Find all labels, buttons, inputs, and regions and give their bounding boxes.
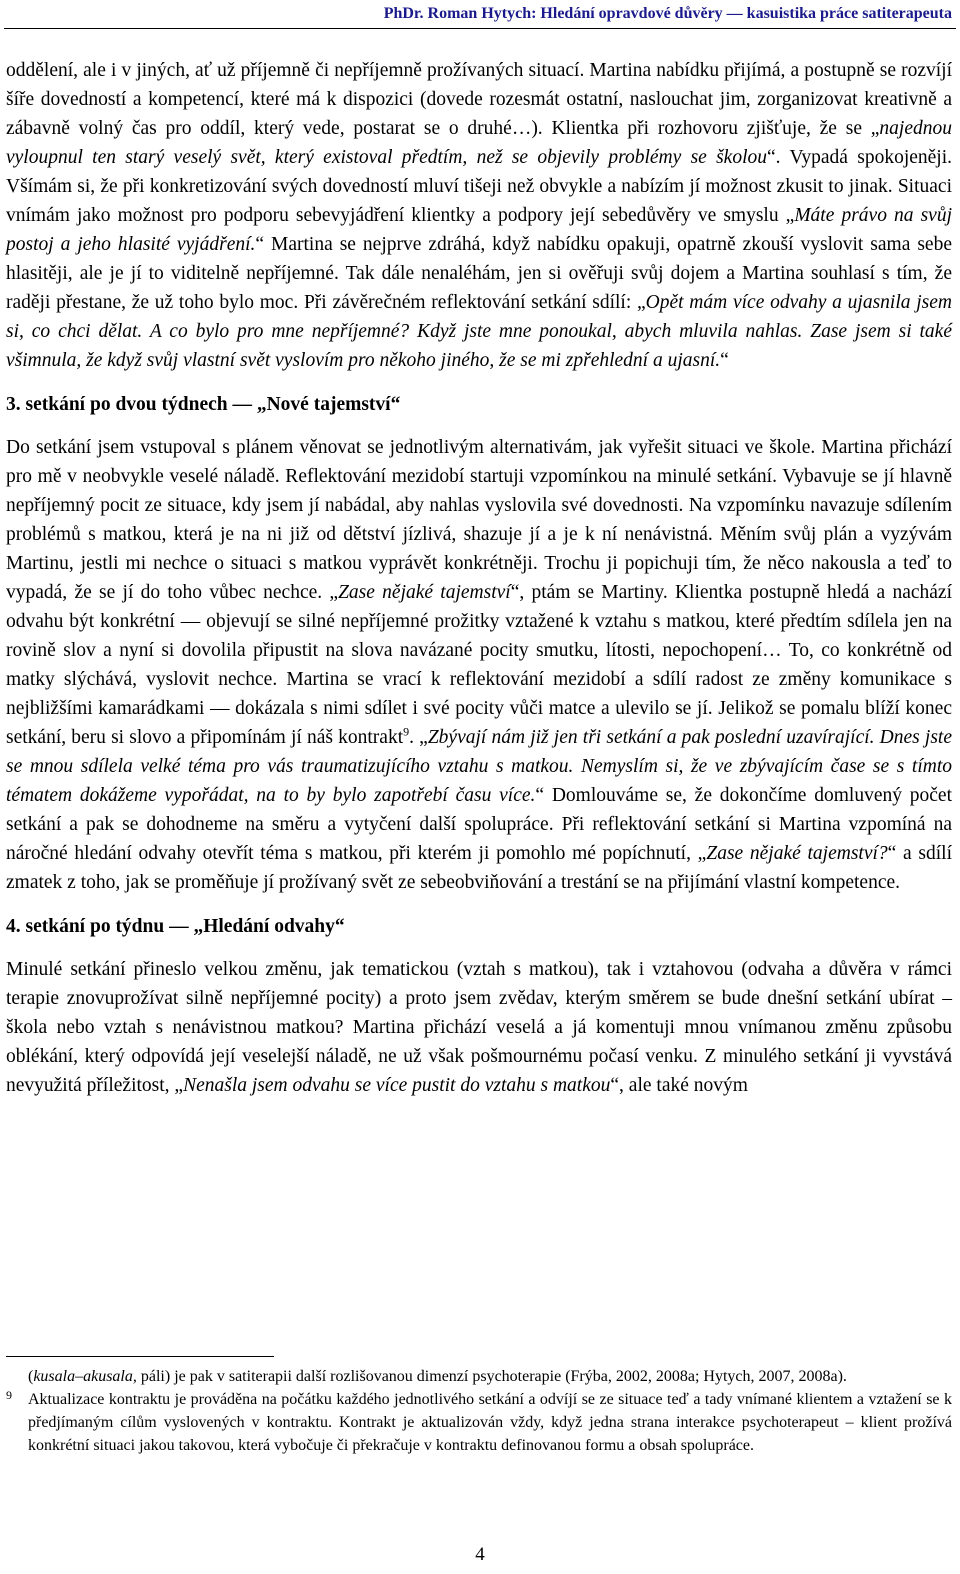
footnote-9	[6, 1388, 952, 1457]
quote-run: Zbývají nám již jen tři setkání a pak poslední uzavírající. Dnes jste se mnou sdílela velké téma pro vás traumatizujícího vztahu s matkou. Nemyslím si, že ve zbývajícím čase se s tímto tématem dokážeme vypořádat, na to by bylo zapotřebí času více.	[6, 727, 953, 806]
header-rule	[4, 28, 956, 29]
paragraph-session2-continued	[6, 56, 952, 375]
footnote-rule	[6, 1356, 274, 1357]
paragraph-session4	[6, 955, 952, 1100]
text-run: “ Martina se nejprve zdráhá, když nabídku opakuji, opatrně zkouší vyslovit sama sebe hlasitěji, ale je jí to viditelně nepříjemné. Tak dále nenaléhám, jen si ověřuji svůj dojem a Martina souhlasí s tím, že raději přestane, že už toho bylo moc. Při závěrečném reflektování setkání sdílí: „	[6, 234, 952, 313]
text-run: , páli) je pak v satiterapii další rozlišovanou dimenzí psychoterapie (Frýba, 2002, 2008a; Hytych, 2007, 2008a).	[132, 1368, 847, 1385]
text-run: “, ale také novým	[610, 1075, 748, 1096]
quote-run: Zase nějaké tajemství?	[706, 843, 888, 864]
footnote-number: 9	[6, 1388, 12, 1402]
footnote-continued	[28, 1365, 952, 1388]
text-run: oddělení, ale i v jiných, ať už příjemně či nepříjemně prožívaných situací. Martina nabídku přijímá, a postupně se rozvíjí šíře dovedností a kompetencí, které má k dispozici (dovede rozesmát ostatní, naslouchat jim, zorganizovat kreativně a zábavně volný čas pro oddíl, který vede, postarat se o druhé…). Klientka při rozhovoru zjišťuje, že se „	[6, 60, 952, 139]
text-run: “, ptám se Martiny. Klientka postupně hledá a nachází odvahu být konkrétní — objevují se silné nepříjemné prožitky vztažené k vztahu s matkou, které předtím sdílela jen na rovině slov a nyní si dovolila připustit na slova navázané pocity smutku, lítosti, nepochopení… To, co konkrétně od matky slýchává, vyslovit nechce. Martina se vrací k reflektování mezidobí a sdílí radost ze změny komunikace s nejbližšími kamarádkami — dokázala s nimi sdílet i své pocity vůči matce a ulevilo se jí. Jelikož se pomalu blíží konec setkání, beru si slovo a připomínám jí náš kontrakt	[6, 582, 952, 748]
text-run: “. Vypadá spokojeněji. Všímám si, že při konkretizování svých dovedností mluví tišeji než obvykle a nabízím jí možnost zkusit to jinak. Situaci vnímám jako možnost pro podporu sebevyjádření klientky a podpory její sebedůvěry ve smyslu „	[6, 147, 953, 226]
text-run: . „	[409, 727, 428, 748]
section-heading-session3: 3. setkání po dvou týdnech — „Nové tajemství“	[6, 394, 401, 415]
text-run: “ a sdílí zmatek z toho, jak se proměňuje jí prožívaný svět ze sebeobviňování a trestání se na přijímání vlastní kompetence.	[6, 843, 952, 893]
paragraph-session3	[6, 433, 952, 897]
term-run: kusala–akusala	[33, 1368, 133, 1385]
footnote-reference[interactable]: 9	[403, 724, 410, 739]
footnotes	[6, 1356, 952, 1457]
quote-run: Nenašla jsem odvahu se více pustit do vztahu s matkou	[183, 1075, 611, 1096]
text-run: (	[28, 1368, 34, 1385]
quote-run: Opět mám více odvahy a ujasnila jsem si, co chci dělat. A co bylo pro mne nepříjemné? Když jste mne ponoukal, abych mluvila nahlas. Zase jsem si také všimnula, že když svůj vlastní svět vyslovím pro někoho jiného, že se mi zpřehlední a ujasní.	[6, 292, 952, 371]
text-run: “	[720, 350, 729, 371]
running-header: PhDr. Roman Hytych: Hledání opravdové důvěry — kasuistika práce satiterapeuta	[383, 5, 952, 22]
text-run: Do setkání jsem vstupoval s plánem věnovat se jednotlivým alternativám, jak vyřešit situaci ve škole. Martina přichází pro mě v neobvykle veselé náladě. Reflektování mezidobí startuji vzpomínkou na minulé setkání. Vybavuje se jí hlavně nepříjemný pocit ze situace, kdy jsem jí nabádal, aby nahlas vyslovila své dovednosti. Na vzpomínku navazuje sdílením problémů s matkou, která je na ni již od dětství jízlivá, shazuje jí a je k ní nenávistná. Měním svůj plán a vyzývám Martinu, jestli mi nechce o situaci s matkou vyprávět konkrétněji. Trochu ji popichuji tím, že něco nakousla a teď to vypadá, že se jí do toho vůbec nechce. „	[6, 437, 952, 603]
quote-run: najednou vyloupnul ten starý veselý svět, který existoval předtím, než se objevily problémy se školou	[6, 118, 952, 168]
footnote-text: Aktualizace kontraktu je prováděna na počátku každého jednotlivého setkání a odvíjí se ze situace teď a tady vnímané klientem a vztažení se k předjímaným cílům vyslovených v kontraktu. Kontrakt je aktualizován vždy, když jedna strana interakce psychoterapeut – klient prožívá konkrétní situaci jakou takovou, která vybočuje či překračuje v kontraktu definovanou formu a obsah spolupráce.	[28, 1391, 952, 1454]
main-text	[6, 56, 952, 1100]
text-run: “ Domlouváme se, že dokončíme domluvený počet setkání a pak se dohodneme na směru a vytyčení další spolupráce. Při reflektování setkání si Martina vzpomíná na náročné hledání odvahy otevřít téma s matkou, při kterém ji pomohlo mé popíchnutí, „	[6, 785, 952, 864]
page-number: 4	[475, 1544, 485, 1565]
text-run: Minulé setkání přineslo velkou změnu, jak tematickou (vztah s matkou), tak i vztahovou (odvaha a důvěra v rámci terapie znovuprožívat silně nepříjemné pocity) a proto jsem zvědav, kterým směrem se bude dnešní setkání ubírat – škola nebo vztah s nenávistnou matkou? Martina přichází veselá a já komentuji mnou vnímanou změnu způsobu oblékání, který odpovídá její veselejší náladě, ne už však pošmournému počasí venku. Z minulého setkání ji vyvstává nevyužitá příležitost, „	[6, 959, 952, 1096]
quote-run: Máte právo na svůj postoj a jeho hlasité vyjádření.	[6, 205, 952, 255]
quote-run: Zase nějaké tajemství	[338, 582, 511, 603]
section-heading-session4: 4. setkání po týdnu — „Hledání odvahy“	[6, 916, 345, 937]
